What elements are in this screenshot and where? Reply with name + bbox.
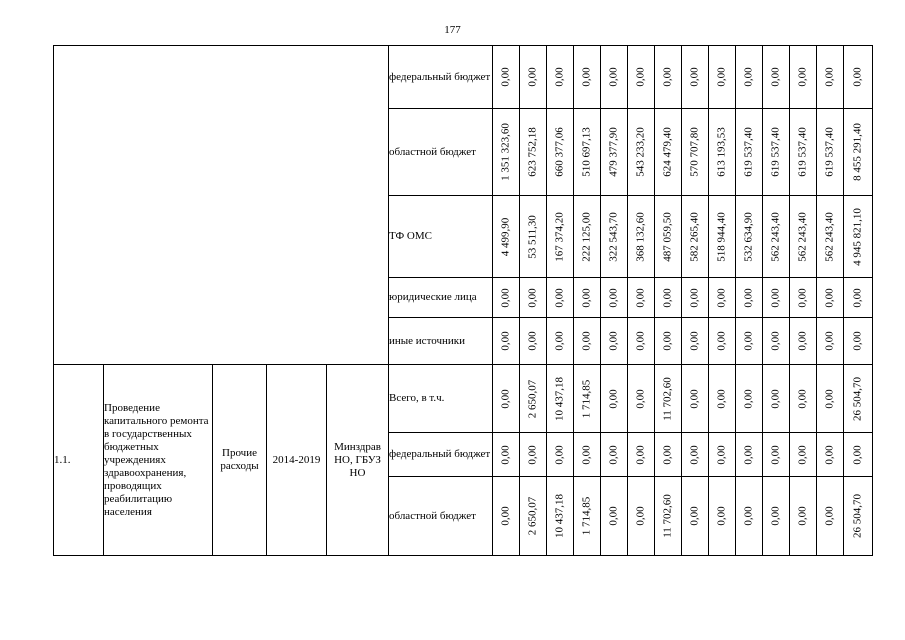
value-text: 11 702,60 (661, 494, 674, 538)
value-cell (763, 109, 790, 196)
value-text: 0,00 (634, 287, 647, 308)
value-text: 0,00 (634, 67, 647, 87)
implementation-period: 2014-2019 (267, 365, 327, 556)
value-cell (817, 477, 844, 556)
value-text: 0,00 (499, 287, 512, 308)
value-cell (790, 46, 817, 109)
value-text: 624 479,40 (661, 127, 674, 177)
value-cell (628, 318, 655, 365)
value-text: 0,00 (553, 67, 566, 87)
value-text: 0,00 (742, 506, 755, 526)
value-text: 8 455 291,40 (851, 123, 864, 181)
value-cell (574, 109, 601, 196)
value-text: 53 511,30 (526, 214, 539, 259)
value-text: 0,00 (769, 444, 782, 465)
value-cell (520, 46, 547, 109)
value-text: 562 243,40 (823, 211, 836, 262)
value-text: 0,00 (823, 287, 836, 308)
value-text: 0,00 (499, 506, 512, 526)
value-cell (844, 196, 873, 278)
value-text: 0,00 (851, 331, 864, 351)
funding-source: федеральный бюджет (389, 46, 493, 109)
value-cell (655, 477, 682, 556)
value-cell (493, 477, 520, 556)
value-cell (601, 109, 628, 196)
value-cell (655, 46, 682, 109)
value-text: 0,00 (796, 331, 809, 351)
value-text: 0,00 (607, 287, 620, 308)
value-text: 0,00 (634, 331, 647, 351)
value-text: 0,00 (715, 388, 728, 409)
value-text: 0,00 (526, 287, 539, 308)
value-cell (547, 433, 574, 477)
value-text: 0,00 (769, 506, 782, 526)
value-text: 562 243,40 (796, 211, 809, 262)
value-text: 0,00 (796, 506, 809, 526)
value-cell (628, 196, 655, 278)
value-cell (682, 109, 709, 196)
value-text: 0,00 (526, 331, 539, 351)
value-text: 0,00 (769, 331, 782, 351)
funding-source: иные источники (389, 318, 493, 365)
value-cell (547, 46, 574, 109)
value-text: 0,00 (823, 444, 836, 465)
value-text: 0,00 (715, 287, 728, 308)
value-cell (493, 278, 520, 318)
value-text: 619 537,40 (769, 127, 782, 177)
value-text: 0,00 (634, 444, 647, 465)
value-cell (709, 365, 736, 433)
value-text: 613 193,53 (715, 127, 728, 177)
value-cell (844, 365, 873, 433)
value-text: 0,00 (580, 444, 593, 465)
value-text: 0,00 (607, 444, 620, 465)
value-text: 11 702,60 (661, 376, 674, 421)
value-cell (817, 318, 844, 365)
value-cell (574, 477, 601, 556)
value-cell (493, 46, 520, 109)
value-cell (520, 278, 547, 318)
value-cell (547, 477, 574, 556)
value-cell (520, 477, 547, 556)
value-cell (709, 46, 736, 109)
value-cell (628, 109, 655, 196)
value-cell (601, 318, 628, 365)
value-text: 0,00 (580, 331, 593, 351)
value-text: 0,00 (661, 67, 674, 87)
value-cell (601, 365, 628, 433)
value-cell (682, 46, 709, 109)
value-text: 0,00 (851, 287, 864, 308)
funding-source: федеральный бюджет (389, 433, 493, 477)
value-text: 4 945 821,10 (851, 207, 864, 266)
funding-source: областной бюджет (389, 109, 493, 196)
value-text: 0,00 (634, 506, 647, 526)
item-number: 1.1. (54, 365, 104, 556)
value-cell (493, 365, 520, 433)
value-cell (736, 109, 763, 196)
value-cell (547, 109, 574, 196)
funding-source: областной бюджет (389, 477, 493, 556)
value-text: 1 714,85 (580, 379, 593, 418)
value-cell (790, 278, 817, 318)
value-text: 0,00 (688, 388, 701, 409)
value-cell (493, 318, 520, 365)
value-cell (628, 477, 655, 556)
value-text: 10 437,18 (553, 494, 566, 538)
value-cell (817, 109, 844, 196)
value-text: 0,00 (607, 67, 620, 87)
value-cell (763, 433, 790, 477)
value-text: 0,00 (688, 444, 701, 465)
value-cell (601, 477, 628, 556)
item-name: Проведение капитального ремонта в государственных бюджетных учреждениях здравоохранения, проводящих реабилитацию населения (104, 365, 213, 556)
value-text: 167 374,20 (553, 211, 566, 262)
table-row (54, 46, 873, 109)
value-cell (547, 365, 574, 433)
value-text: 487 059,50 (661, 211, 674, 262)
value-text: 582 265,40 (688, 211, 701, 262)
value-text: 0,00 (499, 444, 512, 465)
value-cell (817, 46, 844, 109)
value-text: 0,00 (688, 331, 701, 351)
value-text: 0,00 (553, 444, 566, 465)
value-text: 322 543,70 (607, 211, 620, 262)
value-cell (547, 196, 574, 278)
value-text: 0,00 (580, 287, 593, 308)
value-text: 368 132,60 (634, 211, 647, 262)
value-text: 10 437,18 (553, 376, 566, 421)
value-cell (763, 318, 790, 365)
value-text: 1 351 323,60 (499, 123, 512, 181)
value-cell (493, 433, 520, 477)
value-text: 0,00 (526, 67, 539, 87)
value-text: 518 944,40 (715, 211, 728, 262)
value-cell (763, 477, 790, 556)
value-text: 0,00 (796, 287, 809, 308)
value-text: 619 537,40 (742, 127, 755, 177)
value-cell (817, 196, 844, 278)
value-text: 543 233,20 (634, 127, 647, 177)
value-cell (655, 318, 682, 365)
value-text: 0,00 (607, 506, 620, 526)
value-cell (682, 196, 709, 278)
value-text: 0,00 (688, 287, 701, 308)
value-cell (655, 365, 682, 433)
value-text: 0,00 (742, 444, 755, 465)
value-text: 660 377,06 (553, 127, 566, 177)
value-text: 0,00 (553, 287, 566, 308)
value-cell (520, 318, 547, 365)
value-cell (790, 109, 817, 196)
value-text: 0,00 (607, 388, 620, 409)
funding-source: ТФ ОМС (389, 196, 493, 278)
value-text: 0,00 (742, 388, 755, 409)
value-cell (601, 433, 628, 477)
value-text: 0,00 (823, 331, 836, 351)
value-cell (682, 433, 709, 477)
value-cell (844, 278, 873, 318)
value-text: 0,00 (769, 67, 782, 87)
value-cell (709, 196, 736, 278)
value-cell (844, 433, 873, 477)
value-text: 0,00 (553, 331, 566, 351)
value-text: 0,00 (796, 67, 809, 87)
value-cell (817, 365, 844, 433)
value-cell (601, 278, 628, 318)
executor: Минздрав НО, ГБУЗ НО (327, 365, 389, 556)
value-cell (601, 196, 628, 278)
value-text: 623 752,18 (526, 127, 539, 177)
value-cell (520, 365, 547, 433)
value-cell (682, 278, 709, 318)
value-cell (763, 46, 790, 109)
value-cell (520, 433, 547, 477)
value-cell (736, 433, 763, 477)
value-text: 562 243,40 (769, 211, 782, 262)
value-cell (763, 278, 790, 318)
value-text: 0,00 (851, 67, 864, 87)
value-cell (574, 278, 601, 318)
value-text: 479 377,90 (607, 127, 620, 177)
value-cell (790, 318, 817, 365)
value-cell (493, 196, 520, 278)
value-cell (520, 196, 547, 278)
page-number: 177 (444, 24, 461, 36)
value-cell (682, 365, 709, 433)
value-text: 0,00 (634, 388, 647, 409)
value-cell (817, 278, 844, 318)
value-text: 0,00 (796, 444, 809, 465)
value-cell (709, 109, 736, 196)
table-row (54, 365, 873, 433)
value-cell (736, 365, 763, 433)
value-cell (736, 278, 763, 318)
value-text: 0,00 (580, 67, 593, 87)
value-cell (844, 109, 873, 196)
financing-table (53, 45, 873, 556)
expense-type: Прочие расходы (213, 365, 267, 556)
value-cell (736, 477, 763, 556)
value-text: 2 650,07 (526, 379, 539, 418)
value-cell (763, 365, 790, 433)
value-text: 0,00 (715, 67, 728, 87)
value-text: 0,00 (661, 287, 674, 308)
value-text: 0,00 (769, 287, 782, 308)
value-cell (655, 278, 682, 318)
value-text: 0,00 (499, 388, 512, 409)
value-text: 619 537,40 (796, 127, 809, 177)
value-text: 0,00 (823, 506, 836, 526)
value-cell (628, 433, 655, 477)
value-text: 0,00 (715, 444, 728, 465)
value-cell (574, 365, 601, 433)
value-cell (817, 433, 844, 477)
value-text: 4 499,90 (499, 217, 512, 256)
value-cell (628, 278, 655, 318)
value-cell (574, 196, 601, 278)
value-text: 532 634,90 (742, 211, 755, 262)
value-cell (493, 109, 520, 196)
value-cell (574, 433, 601, 477)
value-cell (736, 46, 763, 109)
value-cell (790, 477, 817, 556)
value-cell (790, 365, 817, 433)
value-cell (844, 318, 873, 365)
value-text: 0,00 (823, 388, 836, 409)
value-text: 0,00 (688, 506, 701, 526)
value-text: 0,00 (823, 67, 836, 87)
value-cell (601, 46, 628, 109)
value-text: 0,00 (742, 67, 755, 87)
value-cell (682, 477, 709, 556)
value-cell (790, 196, 817, 278)
value-cell (709, 477, 736, 556)
value-cell (655, 196, 682, 278)
value-cell (628, 365, 655, 433)
value-cell (763, 196, 790, 278)
value-text: 619 537,40 (823, 127, 836, 177)
value-cell (574, 46, 601, 109)
value-text: 0,00 (688, 67, 701, 87)
value-cell (709, 278, 736, 318)
funding-source: юридические лица (389, 278, 493, 318)
value-text: 26 504,70 (851, 376, 864, 421)
value-text: 0,00 (499, 331, 512, 351)
value-cell (682, 318, 709, 365)
value-text: 570 707,80 (688, 127, 701, 177)
value-cell (709, 318, 736, 365)
value-cell (547, 318, 574, 365)
funding-source: Всего, в т.ч. (389, 365, 493, 433)
value-text: 0,00 (607, 331, 620, 351)
value-cell (736, 318, 763, 365)
value-text: 0,00 (661, 444, 674, 465)
value-cell (844, 46, 873, 109)
value-text: 0,00 (851, 444, 864, 465)
value-cell (736, 196, 763, 278)
value-text: 26 504,70 (851, 494, 864, 538)
value-text: 0,00 (499, 67, 512, 87)
value-cell (574, 318, 601, 365)
value-cell (655, 433, 682, 477)
empty-merged-cell (54, 46, 389, 365)
value-cell (628, 46, 655, 109)
value-text: 0,00 (715, 506, 728, 526)
value-cell (709, 433, 736, 477)
value-cell (790, 433, 817, 477)
value-text: 0,00 (715, 331, 728, 351)
value-cell (844, 477, 873, 556)
value-cell (520, 109, 547, 196)
value-text: 1 714,85 (580, 496, 593, 536)
value-text: 0,00 (742, 287, 755, 308)
value-text: 0,00 (742, 331, 755, 351)
value-text: 0,00 (769, 388, 782, 409)
value-text: 0,00 (661, 331, 674, 351)
value-cell (655, 109, 682, 196)
value-text: 2 650,07 (526, 496, 539, 536)
value-text: 222 125,00 (580, 211, 593, 262)
value-text: 0,00 (796, 388, 809, 409)
value-cell (547, 278, 574, 318)
value-text: 510 697,13 (580, 127, 593, 177)
value-text: 0,00 (526, 444, 539, 465)
